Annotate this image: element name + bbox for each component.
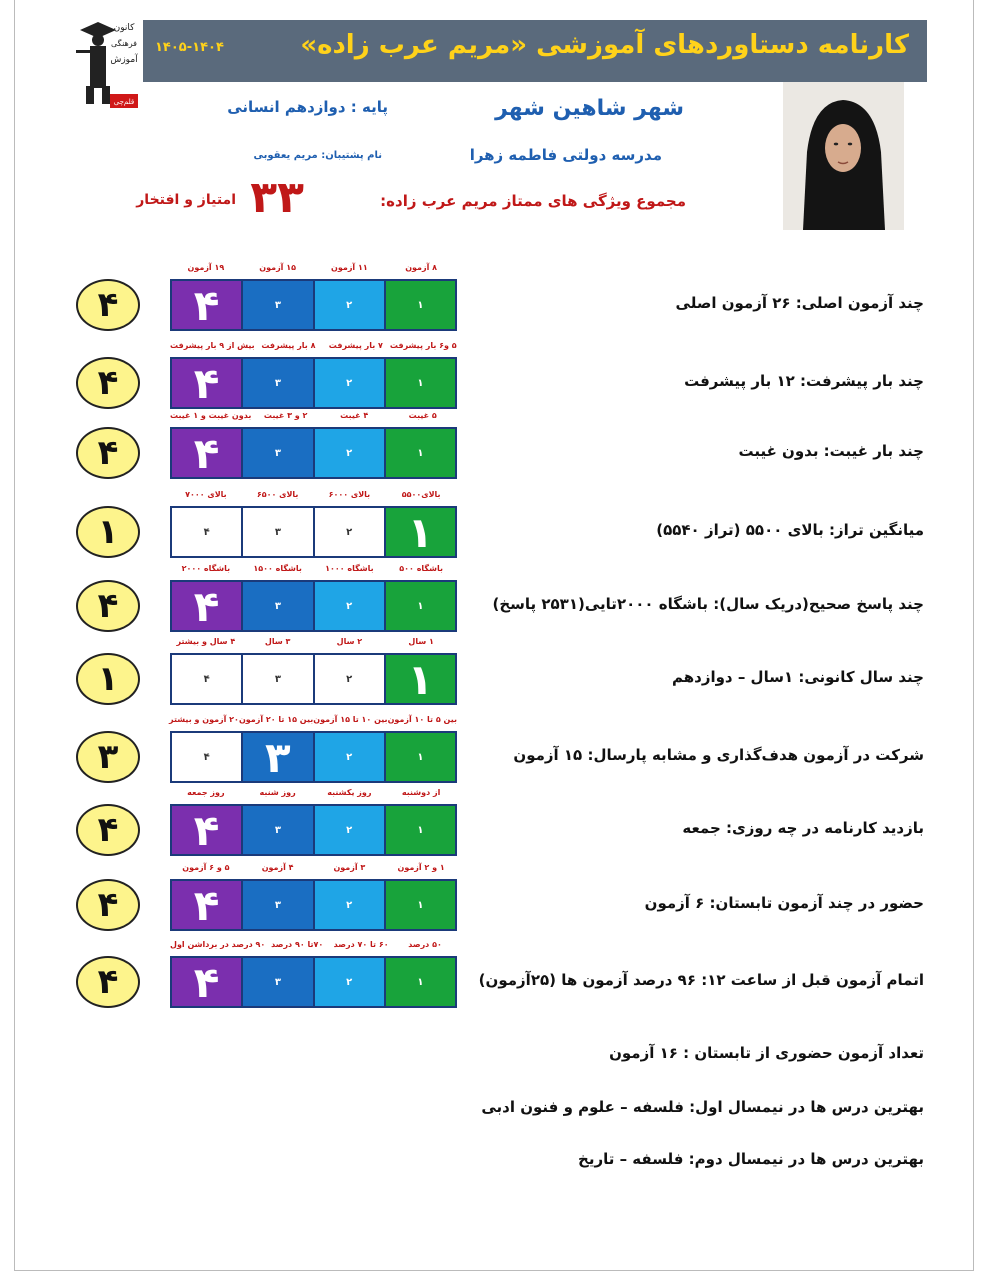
level-label: ۳ سال <box>264 637 291 646</box>
level-labels <box>170 715 457 724</box>
criterion-text: اتمام آزمون قبل از ساعت ۱۲: ۹۶ درصد آزمون ها (۲۵آزمون) <box>478 971 924 989</box>
level-cell-1: ۱ <box>384 508 455 556</box>
level-cells <box>170 427 457 479</box>
level-cell-1: ۱ <box>384 429 455 477</box>
level-cell-2: ۲ <box>313 359 384 407</box>
level-label: ۱ و ۲ آزمون <box>397 863 445 872</box>
level-label: باشگاه ۱۵۰۰ <box>253 564 302 573</box>
level-labels <box>170 788 457 797</box>
level-label: بین ۵ تا ۱۰ آزمون <box>387 715 457 724</box>
row-score-badge: ۳ <box>76 731 140 783</box>
criterion-text: حضور در چند آزمون تابستان: ۶ آزمون <box>644 894 924 912</box>
level-cell-3: ۳ <box>241 582 312 630</box>
level-cells <box>170 357 457 409</box>
level-label: ۲ و ۳ غیبت <box>263 411 308 420</box>
extra-item: بهترین درس ها در نیمسال دوم: فلسفه – تاریخ <box>578 1150 924 1168</box>
level-label: ۷۰تا ۹۰ درصد <box>271 940 324 949</box>
row-score-badge: ۱ <box>76 653 140 705</box>
level-cell-3: ۳ <box>241 655 312 703</box>
level-label: باشگاه ۱۰۰۰ <box>325 564 374 573</box>
level-labels <box>170 263 457 272</box>
level-cells <box>170 879 457 931</box>
level-label: بین ۱۰ تا ۱۵ آزمون <box>313 715 388 724</box>
extra-item: بهترین درس ها در نیمسال اول: فلسفه – علوم و فنون ادبی <box>481 1098 924 1116</box>
level-label: ۸ بار پیشرفت <box>261 341 316 350</box>
level-cell-4: ۴ <box>172 881 241 929</box>
criterion-text: شرکت در آزمون هدف‌گذاری و مشابه پارسال: ۱۵ آزمون <box>513 746 924 764</box>
level-cell-4: ۴ <box>172 508 241 556</box>
level-label: ۴ سال و بیشتر <box>176 637 236 646</box>
level-label: ۵ غیبت <box>408 411 437 420</box>
level-label: ۲۰ آزمون و بیشتر <box>169 715 239 724</box>
level-label: بدون غیبت و ۱ غیبت <box>170 411 252 420</box>
criterion-text: چند سال کانونی: ۱سال – دوازدهم <box>671 668 924 686</box>
row-score-badge: ۱ <box>76 506 140 558</box>
level-cell-3: ۳ <box>241 429 312 477</box>
level-cell-3: ۳ <box>241 958 312 1006</box>
level-cell-1: ۱ <box>384 582 455 630</box>
student-photo <box>783 82 904 230</box>
total-score: ۳۳ <box>250 172 304 223</box>
level-cell-1: ۱ <box>384 733 455 781</box>
level-label: روز شنبه <box>259 788 296 797</box>
level-cell-4: ۴ <box>172 655 241 703</box>
level-cell-2: ۲ <box>313 655 384 703</box>
row-score-badge: ۴ <box>76 357 140 409</box>
row-score-badge: ۴ <box>76 427 140 479</box>
row-score-badge: ۴ <box>76 580 140 632</box>
level-label: ۱۱ آزمون <box>331 263 368 272</box>
level-cells <box>170 506 457 558</box>
level-label: ۶۰ تا ۷۰ درصد <box>333 940 389 949</box>
student-city: شهر شاهین شهر <box>495 96 684 121</box>
logo-badge: قلم‌چی <box>113 98 135 106</box>
level-cell-2: ۲ <box>313 582 384 630</box>
level-cell-2: ۲ <box>313 881 384 929</box>
level-cell-2: ۲ <box>313 958 384 1006</box>
school-name: مدرسه دولتی فاطمه زهرا <box>469 146 662 164</box>
level-cell-4: ۴ <box>172 733 241 781</box>
level-cell-4: ۴ <box>172 806 241 854</box>
level-label: ۴ غیبت <box>340 411 369 420</box>
level-cell-1: ۱ <box>384 881 455 929</box>
total-label: مجموع ویژگی های ممتاز مریم عرب زاده: <box>380 192 686 210</box>
level-label: ۵ و ۶ آزمون <box>182 863 230 872</box>
level-label: ۱۵ آزمون <box>259 263 296 272</box>
level-labels <box>170 637 457 646</box>
level-cell-4: ۴ <box>172 429 241 477</box>
criterion-text: چند پاسخ صحیح(دریک سال): باشگاه ۲۰۰۰تایی(۲۵۳۱ پاسخ) <box>492 595 924 613</box>
level-label: ۵۰ درصد <box>408 940 442 949</box>
logo-text-3: آموزش <box>110 55 138 65</box>
level-cell-2: ۲ <box>313 806 384 854</box>
level-label: روز یکشنبه <box>327 788 372 797</box>
level-cell-3: ۳ <box>241 806 312 854</box>
row-score-badge: ۴ <box>76 879 140 931</box>
level-label: بالای ۶۰۰۰ <box>328 490 371 499</box>
extra-item: تعداد آزمون حضوری از تابستان : ۱۶ آزمون <box>609 1044 924 1062</box>
level-label: ۹۰ درصد در برداشن اول <box>170 940 266 949</box>
level-cell-1: ۱ <box>384 655 455 703</box>
level-label: ۲ سال <box>336 637 363 646</box>
level-cell-3: ۳ <box>241 881 312 929</box>
level-labels <box>170 341 457 350</box>
student-grade: پایه : دوازدهم انسانی <box>227 98 388 116</box>
criterion-text: میانگین تراز: بالای ۵۵۰۰ (تراز ۵۵۴۰) <box>656 521 924 539</box>
level-cell-3: ۳ <box>241 359 312 407</box>
academic-year: ۱۴۰۵-۱۴۰۴ <box>155 40 224 55</box>
header-bar <box>143 20 927 82</box>
level-cell-3: ۳ <box>241 508 312 556</box>
level-label: روز جمعه <box>187 788 225 797</box>
level-cells <box>170 279 457 331</box>
level-cells <box>170 731 457 783</box>
total-suffix: امتیاز و افتخار <box>136 192 236 208</box>
criterion-text: چند بار پیشرفت: ۱۲ بار پیشرفت <box>684 372 924 390</box>
level-cell-1: ۱ <box>384 958 455 1006</box>
level-labels <box>170 490 457 499</box>
level-label: بالای ۶۵۰۰ <box>256 490 299 499</box>
level-cell-3: ۳ <box>241 281 312 329</box>
level-labels <box>170 863 457 872</box>
level-label: بین ۱۵ تا ۲۰ آزمون <box>238 715 314 724</box>
level-cell-3: ۳ <box>241 733 312 781</box>
level-label: ۳ آزمون <box>333 863 366 872</box>
level-cells <box>170 804 457 856</box>
level-cell-2: ۲ <box>313 508 384 556</box>
level-label: ۸ آزمون <box>405 263 438 272</box>
level-labels <box>170 564 457 573</box>
level-label: باشگاه ۵۰۰ <box>399 564 443 573</box>
level-label: بالای ۷۰۰۰ <box>185 490 227 499</box>
level-cells <box>170 956 457 1008</box>
logo-text-1: کانون <box>113 23 135 33</box>
level-labels <box>170 940 457 949</box>
level-cells <box>170 653 457 705</box>
level-cell-2: ۲ <box>313 281 384 329</box>
level-label: بالای۵۵۰۰ <box>401 490 441 499</box>
level-cell-1: ۱ <box>384 359 455 407</box>
criterion-text: بازدید کارنامه در چه روزی: جمعه <box>682 819 924 837</box>
level-label: از دوشنبه <box>401 788 441 797</box>
level-cell-2: ۲ <box>313 429 384 477</box>
level-cell-1: ۱ <box>384 281 455 329</box>
level-cell-4: ۴ <box>172 582 241 630</box>
level-cell-4: ۴ <box>172 958 241 1006</box>
supporter-name: نام پشتیبان: مریم یعقوبی <box>253 150 382 161</box>
level-label: ۵ و۶ بار پیشرفت <box>389 341 457 350</box>
logo-text-2: فرهنگی <box>111 39 137 48</box>
level-label: باشگاه ۲۰۰۰ <box>181 564 231 573</box>
level-cells <box>170 580 457 632</box>
level-label: ۷ بار پیشرفت <box>328 341 383 350</box>
level-cell-4: ۴ <box>172 281 241 329</box>
criterion-text: چند بار غیبت: بدون غیبت <box>738 442 924 460</box>
criterion-text: چند آزمون اصلی: ۲۶ آزمون اصلی <box>675 294 924 312</box>
row-score-badge: ۴ <box>76 804 140 856</box>
level-labels <box>170 411 457 420</box>
row-score-badge: ۴ <box>76 956 140 1008</box>
level-label: ۴ آزمون <box>261 863 294 872</box>
level-cell-1: ۱ <box>384 806 455 854</box>
page-title: کارنامه دستاوردهای آموزشی «مریم عرب زاده» <box>300 30 909 60</box>
kanoon-logo <box>72 16 140 112</box>
level-cell-4: ۴ <box>172 359 241 407</box>
level-label: بیش از ۹ بار پیشرفت <box>170 341 255 350</box>
level-cell-2: ۲ <box>313 733 384 781</box>
row-score-badge: ۴ <box>76 279 140 331</box>
level-label: ۱ سال <box>408 637 434 646</box>
level-label: ۱۹ آزمون <box>187 263 225 272</box>
